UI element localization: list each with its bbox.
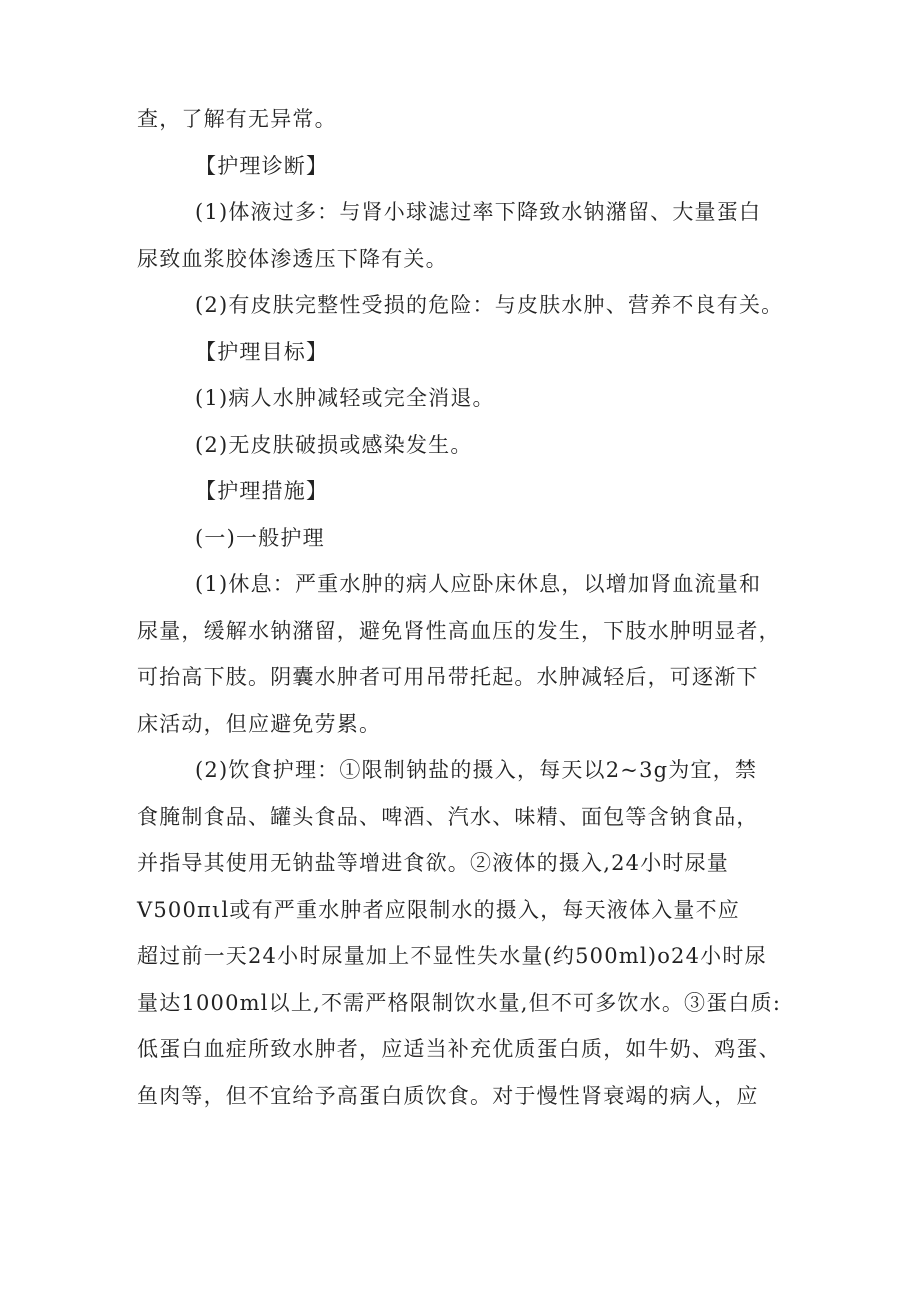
text-line: (2)饮食护理：①限制钠盐的摄入，每天以2~3g为宜，禁	[195, 758, 758, 782]
text-line: (2)无皮肤破损或感染发生。	[195, 432, 473, 457]
section-heading-goals: 【护理目标】	[195, 339, 329, 364]
section-heading-measures: 【护理措施】	[195, 479, 329, 503]
section-heading-diagnosis: 【护理诊断】	[195, 153, 329, 178]
text-line: 鱼肉等，但不宜给予高蛋白质饮食。对于慢性肾衰竭的病人，应	[137, 1083, 759, 1108]
text-line: (2)有皮肤完整性受损的危险：与皮肤水肿、营养不良有关。	[195, 293, 784, 317]
text-line: 低蛋白血症所致水肿者，应适当补充优质蛋白质，如牛奶、鸡蛋、	[137, 1037, 781, 1061]
text-line: (1)休息：严重水肿的病人应卧床休息，以增加肾血流量和	[195, 572, 762, 596]
text-line: (1)病人水肿减轻或完全消退。	[195, 386, 495, 410]
text-line: V500πιl或有严重水肿者应限制水的摄入，每天液体入量不应	[137, 897, 740, 922]
text-line: 并指导其使用无钠盐等增进食欲。②液体的摄入,24小时尿量	[137, 851, 729, 875]
text-line: 查，了解有无异常。	[137, 107, 337, 131]
body-text	[137, 96, 817, 1119]
text-line: 可抬高下肢。阴囊水肿者可用吊带托起。水肿减轻后，可逐渐下	[137, 665, 759, 689]
text-line: 量达1000ml以上,不需严格限制饮水量,但不可多饮水。③蛋白质:	[137, 990, 782, 1015]
text-line: 尿致血浆胶体渗透压下降有关。	[137, 246, 448, 271]
text-line: 超过前一天24小时尿量加上不显性失水量(约500ml)o24小时尿	[137, 944, 767, 968]
text-line: 床活动，但应避免劳累。	[137, 711, 382, 736]
text-line: (1)体液过多：与肾小球滤过率下降致水钠潴留、大量蛋白	[195, 200, 762, 224]
subsection-heading: (一)一般护理	[195, 525, 325, 550]
text-line: 食腌制食品、罐头食品、啤酒、汽水、味精、面包等含钠食品，	[137, 804, 759, 829]
text-line: 尿量，缓解水钠潴留，避免肾性高血压的发生，下肢水肿明显者，	[137, 618, 781, 643]
